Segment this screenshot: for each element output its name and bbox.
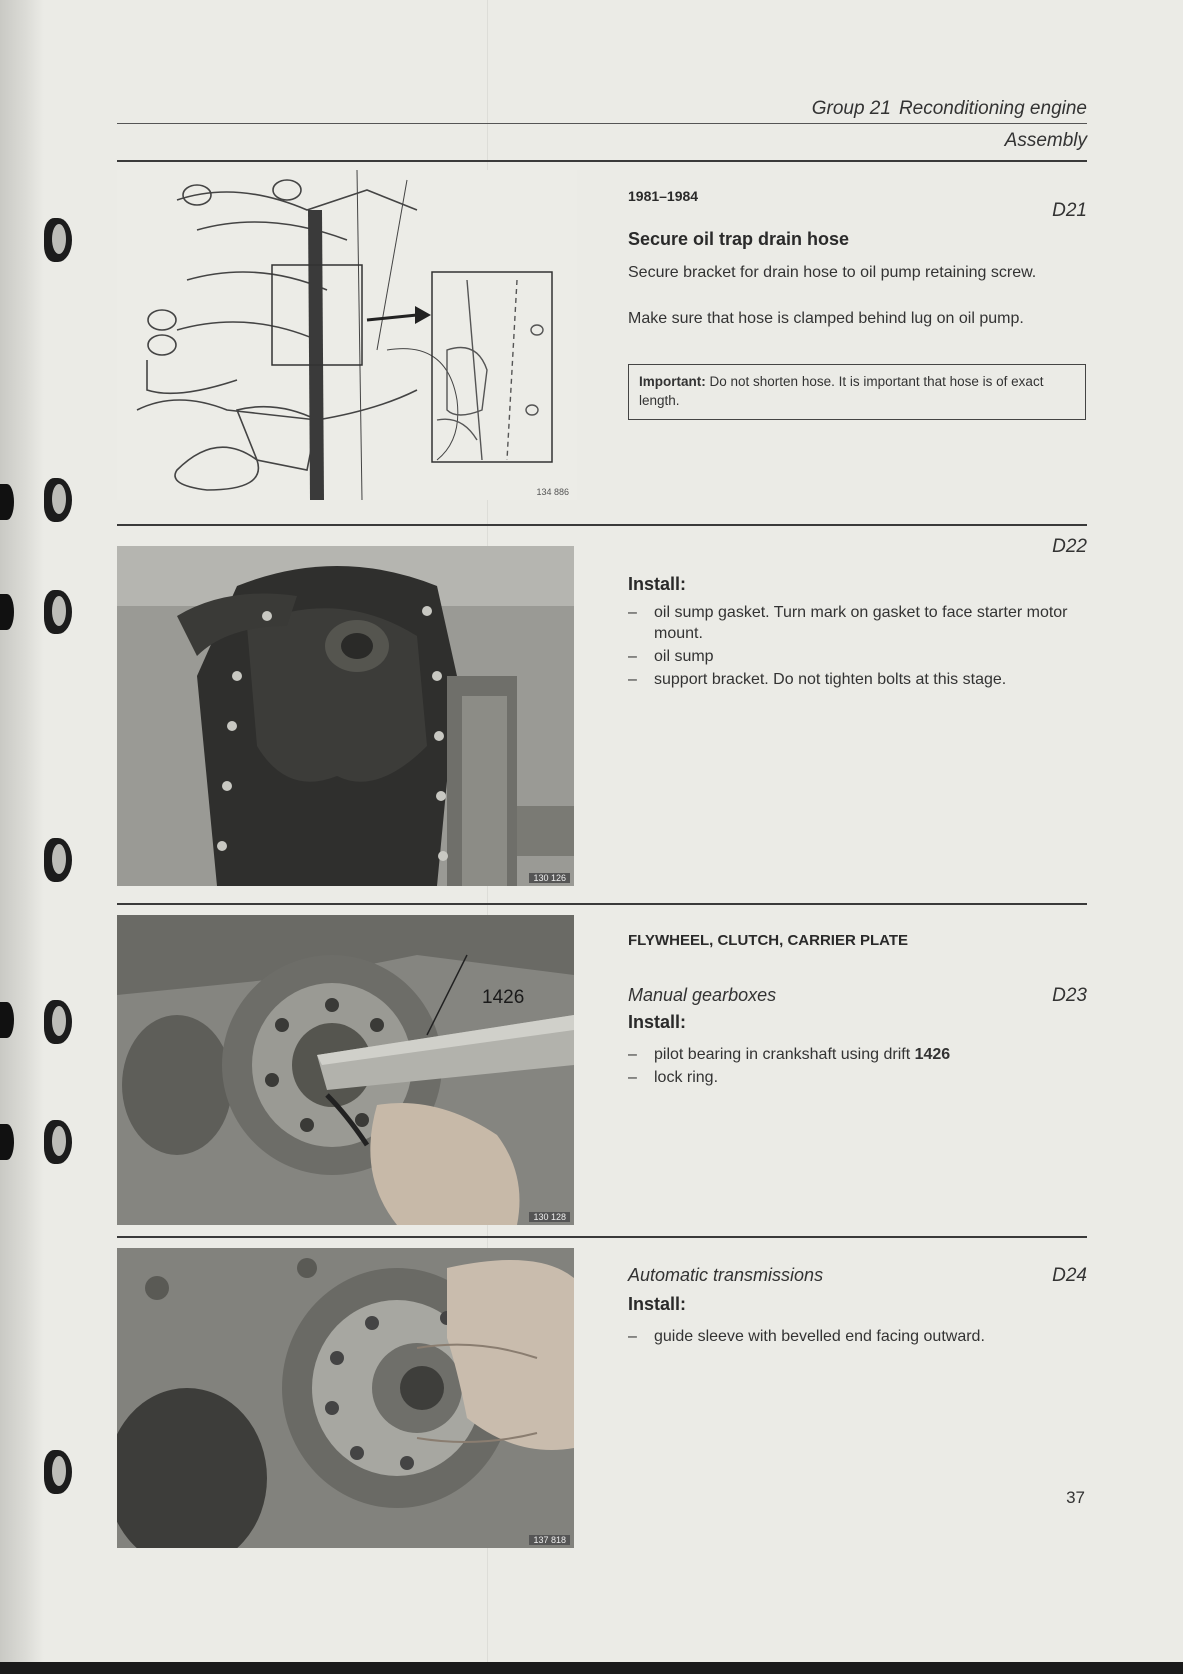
d23-install-list (628, 1044, 1088, 1090)
section-rule (117, 524, 1087, 526)
d21-paragraph: Make sure that hose is clamped behind lug on oil pump. (628, 310, 1024, 327)
figure-number: 130 126 (529, 873, 570, 883)
important-note (628, 364, 1086, 420)
punch-hole (44, 1120, 72, 1164)
d24-subtitle: Automatic transmissions (628, 1265, 824, 1285)
list-item: – lock ring. (628, 1067, 1088, 1088)
punch-hole (0, 484, 14, 520)
install-label: Install: (628, 1012, 687, 1032)
d22-install-list (628, 602, 1088, 692)
page-header-section: Assembly (1004, 130, 1087, 151)
install-label: Install: (628, 574, 687, 594)
section-rule (117, 160, 1087, 162)
figure-number: 137 818 (529, 1535, 570, 1545)
d24-install-list (628, 1326, 1088, 1349)
item-text: pilot bearing in crankshaft using drift (654, 1046, 911, 1063)
punch-hole (44, 1000, 72, 1044)
punch-hole (0, 1002, 14, 1038)
section-code-d22: D22 (1052, 536, 1087, 557)
oil-trap-hose-illustration (117, 170, 577, 500)
punch-hole (44, 838, 72, 882)
d21-paragraph: Secure bracket for drain hose to oil pump retaining screw. (628, 264, 1037, 281)
tool-number: 1426 (914, 1046, 951, 1063)
list-item: – guide sleeve with bevelled end facing outward. (628, 1326, 1088, 1347)
header-rule (117, 123, 1087, 124)
punch-hole (44, 478, 72, 522)
page-number: 37 (1066, 1488, 1085, 1507)
install-label: Install: (628, 1294, 687, 1314)
figure-number: 130 128 (529, 1212, 570, 1222)
punch-hole (44, 1450, 72, 1494)
section-rule (117, 903, 1087, 905)
section-code-d24: D24 (1052, 1265, 1087, 1286)
section-code-d21: D21 (1052, 200, 1087, 221)
pilot-bearing-photo (117, 915, 574, 1225)
oil-sump-photo (117, 546, 574, 886)
section-title: FLYWHEEL, CLUTCH, CARRIER PLATE (628, 932, 908, 949)
section-rule (117, 1236, 1087, 1238)
d23-subtitle: Manual gearboxes (628, 985, 777, 1005)
punch-hole (44, 590, 72, 634)
tool-callout: 1426 (482, 987, 525, 1008)
binding-edge (0, 0, 44, 1674)
punch-hole (44, 218, 72, 262)
list-item (628, 1044, 1088, 1065)
list-item: – support bracket. Do not tighten bolts at this stage. (628, 669, 1088, 690)
page-header-group (812, 98, 1087, 120)
list-item: – oil sump gasket. Turn mark on gasket to face starter motor mount. (628, 602, 1088, 644)
scan-bottom-edge (0, 1662, 1183, 1674)
year-range: 1981–1984 (628, 188, 699, 204)
important-text: Do not shorten hose. It is important that hose is of exact length. (639, 374, 1044, 408)
group-title: Reconditioning engine (898, 98, 1087, 119)
list-item: – oil sump (628, 646, 1088, 667)
punch-hole (0, 594, 14, 630)
d21-title: Secure oil trap drain hose (628, 229, 850, 249)
guide-sleeve-photo (117, 1248, 574, 1548)
figure-number: 134 886 (536, 487, 569, 497)
group-label: Group 21 (811, 98, 891, 119)
section-code-d23: D23 (1052, 985, 1087, 1006)
punch-hole (0, 1124, 14, 1160)
important-label: Important: (639, 374, 706, 389)
